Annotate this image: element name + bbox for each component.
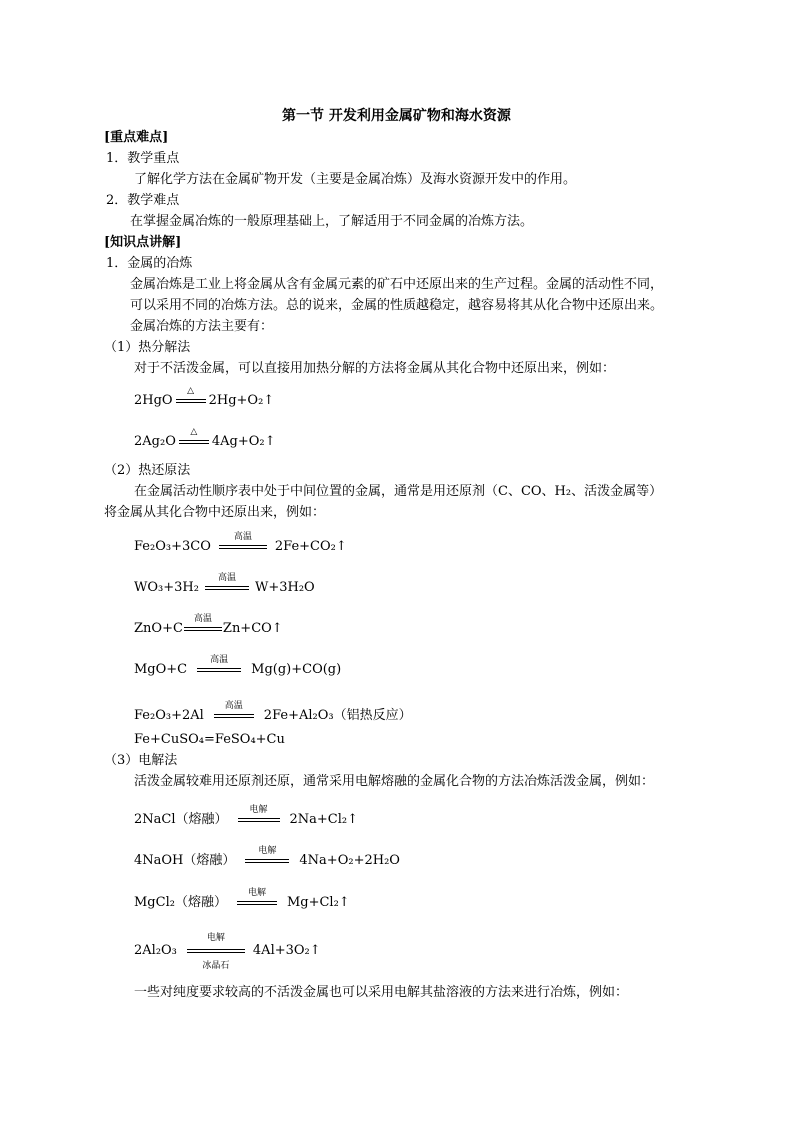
thermal-decomposition-text: 对于不活泼金属，可以直接用加热分解的方法将金属从其化合物中还原出来，例如： bbox=[134, 361, 616, 376]
condition-cryolite: 冰晶石 bbox=[202, 961, 230, 971]
equation-ag2o bbox=[134, 427, 276, 449]
equation-products: 4Al+3O₂↑ bbox=[252, 943, 321, 958]
heat-symbol: △ bbox=[190, 427, 198, 437]
equation-thermite bbox=[134, 701, 412, 723]
electrolysis-solution-text: 一些对纯度要求较高的不活泼金属也可以采用电解其盐溶液的方法来进行冶炼，例如： bbox=[134, 985, 629, 1000]
equation-arrow bbox=[214, 701, 254, 723]
section-key-points: [重点难点] bbox=[104, 130, 169, 145]
equation-products: 2Na+Cl₂↑ bbox=[289, 812, 359, 827]
equation-al2o3 bbox=[134, 933, 321, 971]
equation-products: Mg+Cl₂↑ bbox=[286, 895, 350, 910]
equation-arrow bbox=[197, 655, 241, 677]
equation-products: 2Fe+CO₂↑ bbox=[274, 539, 347, 554]
equation-arrow bbox=[219, 532, 267, 554]
condition-high-temp: 高温 bbox=[217, 573, 236, 583]
item-metal-smelting: 1．金属的冶炼 bbox=[106, 256, 193, 271]
equation-reactants: 2Al₂O₃ bbox=[134, 943, 177, 958]
equation-nacl bbox=[134, 805, 359, 827]
section-knowledge: [知识点讲解] bbox=[104, 235, 182, 250]
equation-reactants: MgO+C bbox=[134, 662, 188, 677]
condition-electrolysis: 电解 bbox=[249, 805, 268, 815]
equation-reactants: 2HgO bbox=[134, 393, 173, 408]
equation-products: Mg(g)+CO(g) bbox=[251, 662, 342, 677]
equation-arrow bbox=[238, 805, 280, 827]
equation-wo3 bbox=[134, 573, 315, 595]
heat-symbol: △ bbox=[187, 386, 195, 396]
condition-high-temp: 高温 bbox=[233, 532, 252, 542]
equation-reactants: 2Ag₂O bbox=[134, 434, 176, 449]
equation-reactants: 2NaCl（熔融） bbox=[134, 812, 228, 827]
equation-reactants: WO₃+3H₂ bbox=[134, 580, 199, 595]
equation-products: W+3H₂O bbox=[254, 580, 315, 595]
item-teaching-difficulty: 2．教学难点 bbox=[106, 193, 180, 208]
condition-high-temp: 高温 bbox=[224, 701, 243, 711]
smelting-paragraph-2: 可以采用不同的冶炼方法。总的说来，金属的性质越稳定，越容易将其从化合物中还原出来。 bbox=[130, 298, 664, 313]
condition-high-temp: 高温 bbox=[210, 655, 229, 665]
teaching-focus-text: 了解化学方法在金属矿物开发（主要是金属冶炼）及海水资源开发中的作用。 bbox=[134, 172, 577, 187]
equation-reactants: MgCl₂（熔融） bbox=[134, 895, 227, 910]
equation-arrow bbox=[237, 888, 277, 910]
equation-arrow bbox=[205, 573, 249, 595]
equation-reactants: Fe₂O₃+3CO bbox=[134, 539, 211, 554]
thermal-reduction-text-2: 将金属从其化合物中还原出来，例如： bbox=[104, 505, 326, 520]
condition-electrolysis: 电解 bbox=[206, 933, 225, 943]
equation-products: Zn+CO↑ bbox=[222, 621, 283, 636]
equation-arrow bbox=[184, 614, 222, 636]
equation-fe-cuso4: Fe+CuSO₄=FeSO₄+Cu bbox=[134, 732, 285, 747]
smelting-paragraph-3: 金属冶炼的方法主要有： bbox=[130, 319, 274, 334]
equation-reactants: 4NaOH（熔融） bbox=[134, 853, 236, 868]
electrolysis-text: 活泼金属较难用还原剂还原，通常采用电解熔融的金属化合物的方法冶炼活泼金属，例如： bbox=[134, 774, 655, 789]
page-title: 第一节 开发利用金属矿物和海水资源 bbox=[282, 108, 511, 124]
teaching-difficulty-text: 在掌握金属冶炼的一般原理基础上，了解适用于不同金属的冶炼方法。 bbox=[130, 214, 534, 229]
equation-arrow bbox=[245, 846, 289, 868]
equation-products: 2Hg+O₂↑ bbox=[208, 393, 275, 408]
thermal-reduction-text-1: 在金属活动性顺序表中处于中间位置的金属，通常是用还原剂（C、CO、H₂、活泼金属等） bbox=[134, 484, 663, 499]
smelting-paragraph-1: 金属冶炼是工业上将金属从含有金属元素的矿石中还原出来的生产过程。金属的活动性不同， bbox=[130, 277, 664, 292]
equation-products: 4Na+O₂+2H₂O bbox=[299, 853, 400, 868]
item-teaching-focus: 1．教学重点 bbox=[106, 151, 180, 166]
equation-mgo bbox=[134, 655, 342, 677]
condition-electrolysis: 电解 bbox=[247, 888, 266, 898]
method-electrolysis: （3）电解法 bbox=[104, 753, 178, 768]
method-thermal-decomposition: （1）热分解法 bbox=[104, 340, 191, 355]
equation-naoh bbox=[134, 846, 400, 868]
equation-reactants: Fe₂O₃+2Al bbox=[134, 708, 204, 723]
equation-hgo bbox=[134, 386, 275, 408]
equation-arrow bbox=[187, 933, 245, 971]
condition-electrolysis: 电解 bbox=[258, 846, 277, 856]
equation-arrow bbox=[179, 427, 209, 449]
equation-arrow bbox=[176, 386, 206, 408]
equation-reactants: ZnO+C bbox=[134, 621, 183, 636]
condition-high-temp: 高温 bbox=[193, 614, 212, 624]
equation-zno bbox=[134, 614, 283, 636]
equation-products: 4Ag+O₂↑ bbox=[211, 434, 276, 449]
method-thermal-reduction: （2）热还原法 bbox=[104, 463, 191, 478]
equation-products: 2Fe+Al₂O₃（铝热反应） bbox=[263, 708, 412, 723]
equation-mgcl2 bbox=[134, 888, 350, 910]
equation-fe2o3-co bbox=[134, 532, 347, 554]
